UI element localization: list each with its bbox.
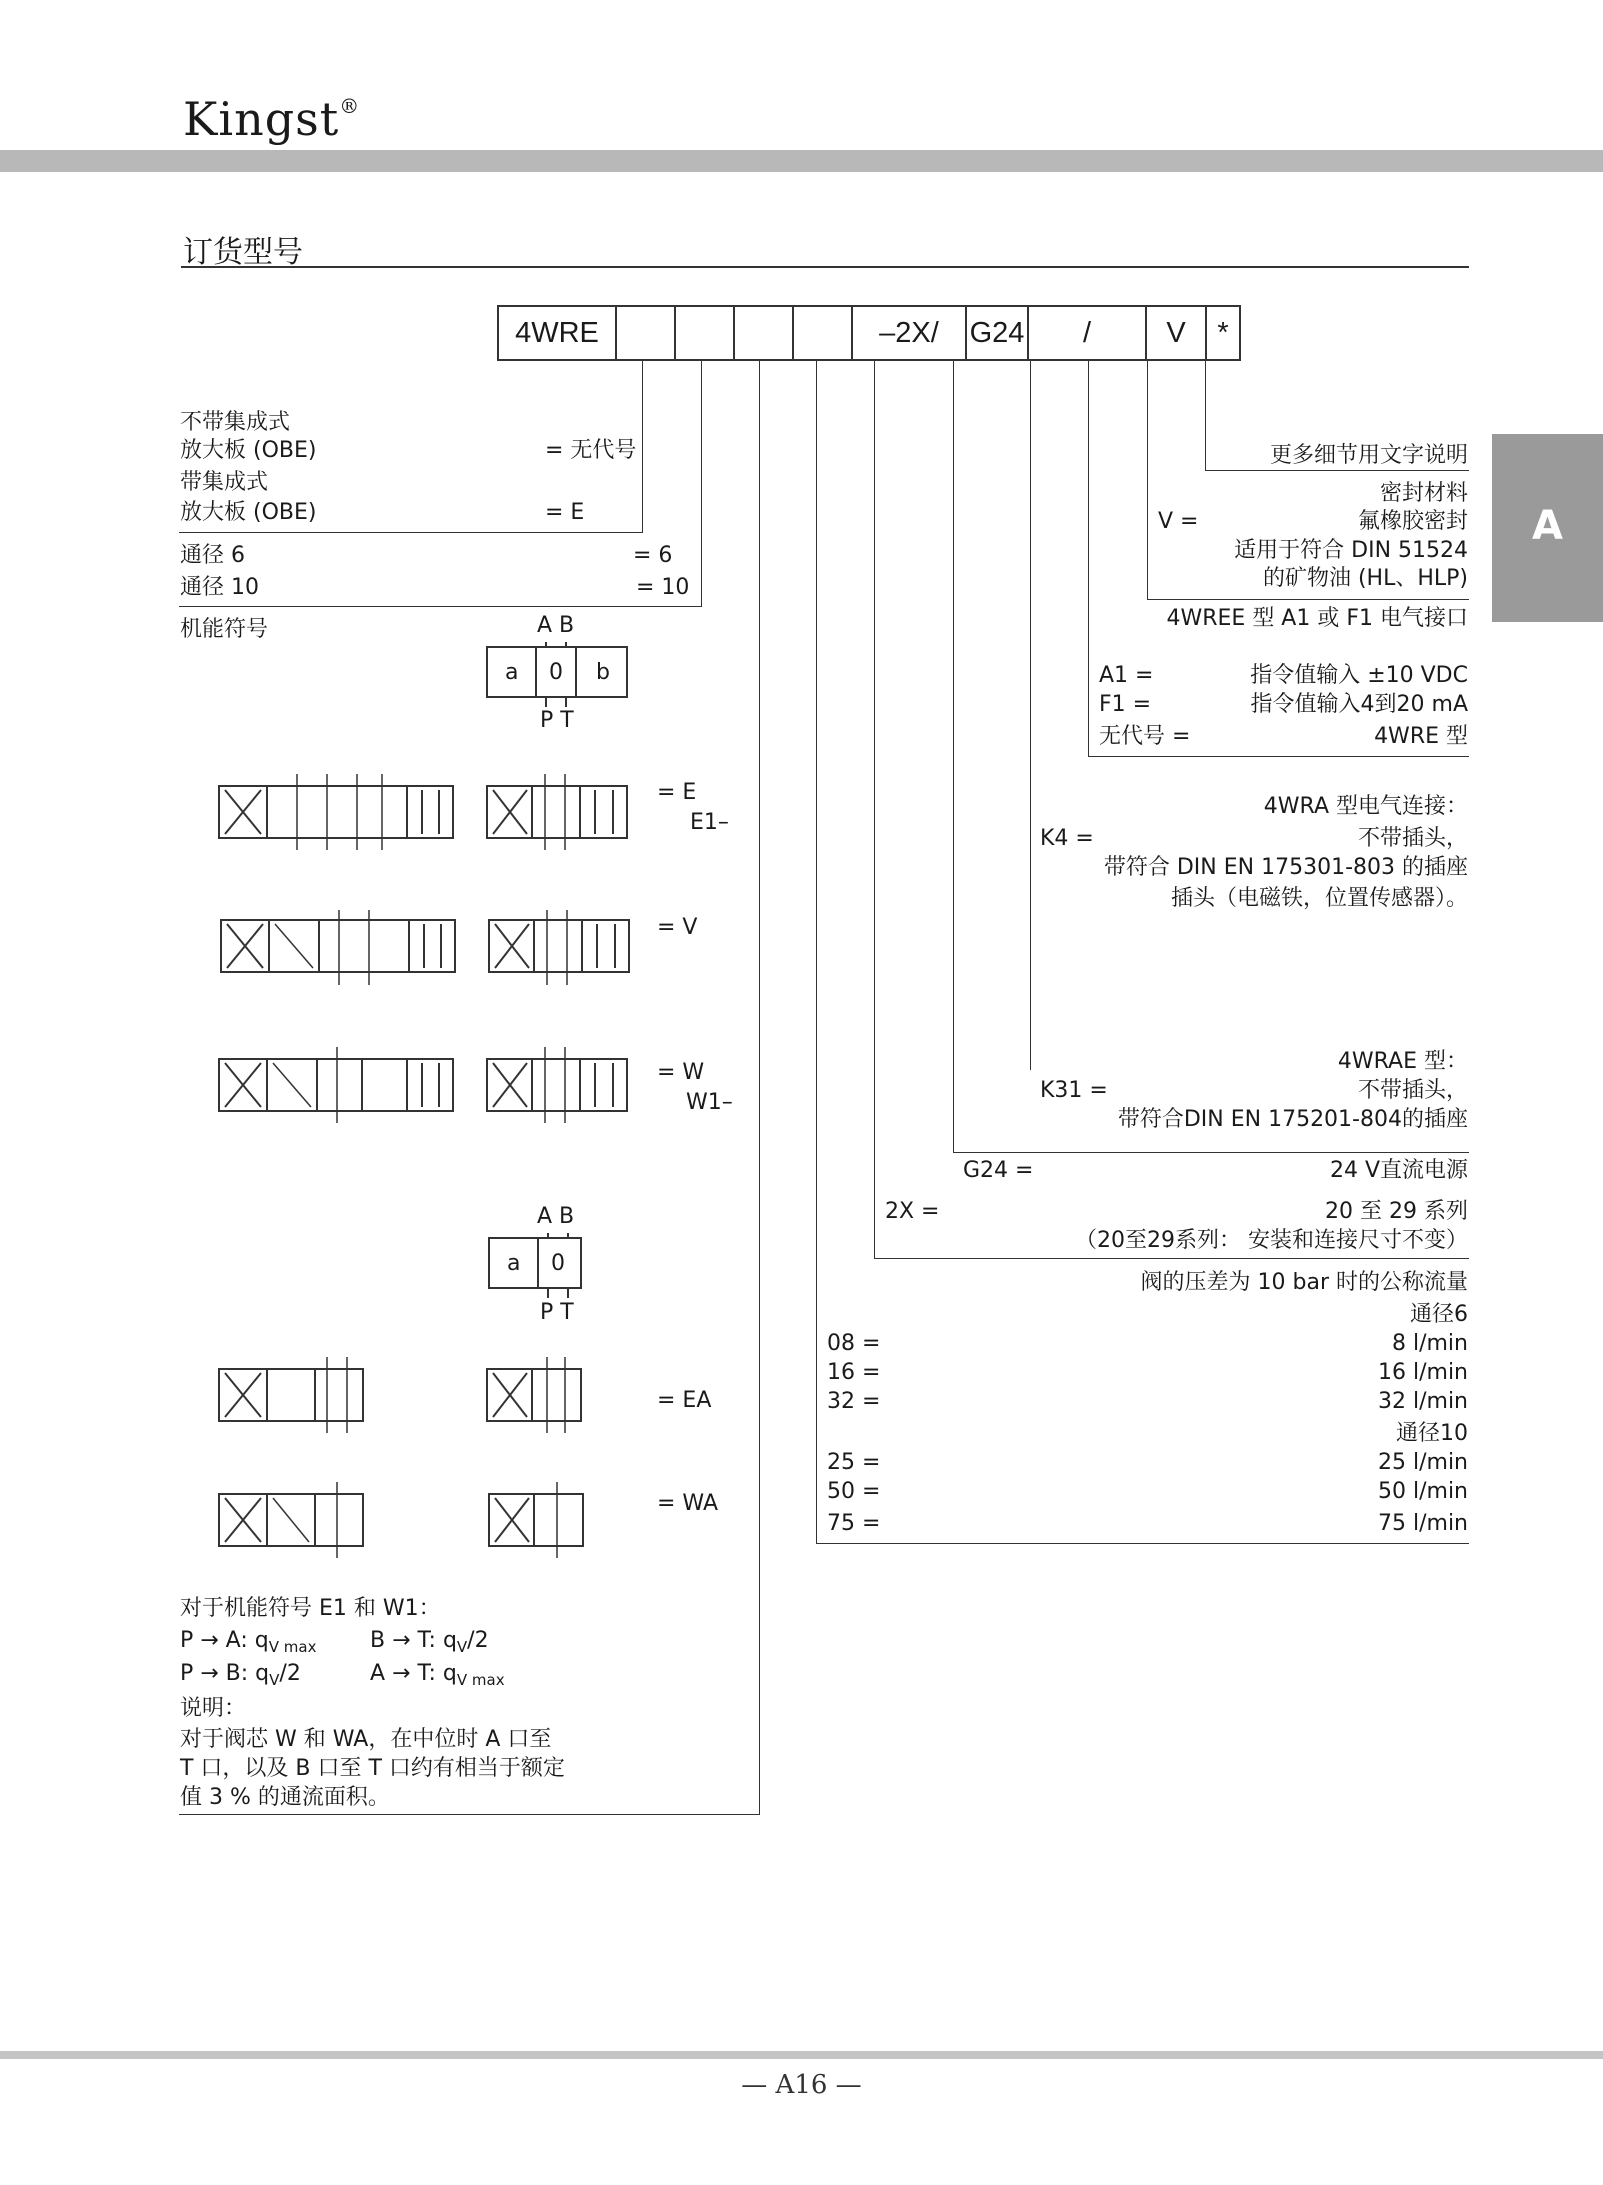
code-cell-symbol (735, 307, 794, 359)
rule-series (874, 1258, 1469, 1259)
note-p-to-b: P → B: $q_V/2$ (180, 1661, 301, 1689)
spool-wa-long-symbol (217, 1480, 367, 1560)
a1-value: 指令值输入 ±10 VDC (1250, 663, 1468, 688)
leader-series (874, 359, 875, 1258)
flow-08-value: 8 l/min (1391, 1331, 1468, 1356)
k4-key: K4 = (1040, 826, 1094, 851)
rule-voltage (953, 1152, 1469, 1153)
flow-32-value: 32 l/min (1378, 1389, 1468, 1414)
g24-value: 24 V直流电源 (1329, 1158, 1468, 1183)
note-b-to-t: B → T: $q_V/2$ (370, 1628, 489, 1656)
spool-e1-label: E1– (690, 810, 729, 835)
series-note: （20至29系列： 安装和连接尺寸不变） (1075, 1228, 1468, 1253)
spool-v-short-symbol (487, 910, 632, 990)
series-value: 20 至 29 系列 (1325, 1199, 1468, 1224)
flow-08-key: 08 = (827, 1331, 881, 1356)
leader-amplifier (642, 359, 643, 532)
pt-port-label: P T (540, 708, 574, 733)
seal-title: 密封材料 (1379, 481, 1468, 506)
spool-wa-label: = WA (657, 1491, 719, 1516)
spool-w-label: = W (657, 1060, 705, 1085)
note-p-to-a: P → A: $q_{V max}$ (180, 1628, 317, 1656)
order-code-box (497, 305, 1241, 361)
none-value: 4WRE 型 (1374, 724, 1468, 749)
spool-e-long-symbol (217, 770, 457, 850)
code-cell-type: 4WRE (499, 307, 617, 359)
ab-port-label: A B (537, 613, 575, 638)
leader-seal (1147, 359, 1148, 599)
code-cell-flow (794, 307, 853, 359)
series-key: 2X = (885, 1199, 940, 1224)
flow-16-value: 16 l/min (1378, 1360, 1468, 1385)
spool-e-label: = E (657, 780, 697, 805)
spool-ea-label: = EA (657, 1388, 712, 1413)
ns6-label: 通径6 (1410, 1302, 1468, 1327)
flow-50-value: 50 l/min (1378, 1479, 1468, 1504)
k31-line1: 不带插头， (1357, 1078, 1468, 1103)
code-cell-seal: V (1147, 307, 1207, 359)
seal-line2: 适用于符合 DIN 51524 (1234, 538, 1468, 563)
flow-16-key: 16 = (827, 1360, 881, 1385)
flow-25-value: 25 l/min (1378, 1450, 1468, 1475)
f1-key: F1 = (1099, 692, 1152, 717)
symbol-box-a0 (488, 1233, 588, 1303)
flow-50-key: 50 = (827, 1479, 881, 1504)
leader-size (701, 359, 702, 606)
f1-value: 指令值输入4到20 mA (1250, 692, 1468, 717)
code-cell-voltage: G24 (967, 307, 1029, 359)
amp-int-line2: 放大板 (OBE) (180, 500, 317, 525)
page-title: 订货型号 (183, 235, 303, 270)
flow-title: 阀的压差为 10 bar 时的公称流量 (1140, 1270, 1468, 1295)
size10-label: 通径 10 (180, 575, 259, 600)
symbols-label: 机能符号 (180, 617, 269, 642)
code-cell-more: * (1217, 317, 1229, 349)
elec-title: 4WREE 型 A1 或 F1 电气接口 (1166, 606, 1468, 631)
k4-line2: 带符合 DIN EN 175301-803 的插座 (1103, 855, 1468, 880)
amp-int-line1: 带集成式 (180, 470, 269, 495)
leader-flow (816, 359, 817, 1543)
spool-w1-label: W1– (686, 1090, 733, 1115)
section-tab: A (1492, 434, 1603, 622)
spool-v-label: = V (657, 915, 698, 940)
leader-symbol (759, 359, 760, 1814)
explain-line1: 对于阀芯 W 和 WA，在中位时 A 口至 (180, 1727, 552, 1752)
box-a-label: a (505, 660, 519, 685)
code-cell-amplifier (617, 307, 676, 359)
box-b-label: b (596, 660, 610, 685)
amp-int-value: = E (545, 500, 585, 525)
wrae-title: 4WRAE 型： (1337, 1049, 1468, 1074)
flow-75-key: 75 = (827, 1511, 881, 1536)
box2-0-label: 0 (551, 1251, 565, 1276)
explain-line2: T 口，以及 B 口至 T 口约有相当于额定 (180, 1756, 565, 1781)
title-rule (181, 266, 1469, 268)
seal-key: V = (1158, 509, 1199, 534)
flow-75-value: 75 l/min (1378, 1511, 1468, 1536)
code-cell-size (676, 307, 735, 359)
code-cell-series: –2X/ (853, 307, 967, 359)
brand-logo: Kingst® (183, 92, 361, 146)
leader-voltage (953, 359, 954, 1152)
k31-key: K31 = (1040, 1078, 1108, 1103)
spool-w-long-symbol (217, 1045, 457, 1125)
flow-25-key: 25 = (827, 1450, 881, 1475)
page-number: — A16 — (741, 2070, 862, 2100)
k4-line3: 插头（电磁铁，位置传感器）。 (1170, 886, 1468, 911)
spool-wa-short-symbol (487, 1480, 587, 1560)
pt-port-label-2: P T (540, 1300, 574, 1325)
code-cell-connection: / (1029, 307, 1147, 359)
leader-more (1205, 359, 1206, 470)
note-a-to-t: A → T: $q_{V max}$ (370, 1661, 505, 1689)
footer-bar (0, 2051, 1603, 2059)
spool-e-short-symbol (485, 770, 630, 850)
rule-size (179, 606, 702, 607)
more-details: 更多细节用文字说明 (1269, 443, 1468, 468)
header-bar (0, 150, 1603, 172)
ns10-label: 通径10 (1396, 1421, 1468, 1446)
spool-w-short-symbol (485, 1045, 630, 1125)
amp-none-value: = 无代号 (545, 438, 637, 463)
rule-more (1205, 470, 1469, 471)
ab-port-label-2: A B (537, 1204, 575, 1229)
g24-key: G24 = (963, 1158, 1034, 1183)
flow-32-key: 32 = (827, 1389, 881, 1414)
size10-value: = 10 (636, 575, 690, 600)
rule-elec (1088, 756, 1469, 757)
rule-seal (1147, 599, 1469, 600)
amp-none-line1: 不带集成式 (180, 410, 291, 435)
size6-label: 通径 6 (180, 543, 245, 568)
rule-flow (816, 1543, 1469, 1544)
rule-amplifier (179, 532, 643, 533)
none-key: 无代号 = (1099, 724, 1191, 749)
explain-title: 说明： (180, 1696, 247, 1721)
leader-k31 (1030, 359, 1031, 1070)
seal-line3: 的矿物油 (HL、HLP) (1262, 566, 1468, 591)
explain-line3: 值 3 % 的通流面积。 (180, 1785, 390, 1810)
box-0-label: 0 (549, 660, 563, 685)
spool-ea-short-symbol (485, 1355, 585, 1435)
k4-line1: 不带插头， (1357, 826, 1468, 851)
size6-value: = 6 (633, 543, 673, 568)
seal-line1: 氟橡胶密封 (1357, 509, 1468, 534)
a1-key: A1 = (1099, 663, 1154, 688)
spool-v-long-symbol (219, 910, 459, 990)
rule-symbol (179, 1814, 760, 1815)
leader-elec (1088, 359, 1089, 756)
k31-line2: 带符合DIN EN 175201-804的插座 (1117, 1107, 1468, 1132)
box2-a-label: a (507, 1251, 521, 1276)
wra-title: 4WRA 型电气连接： (1263, 794, 1468, 819)
amp-none-line2: 放大板 (OBE) (180, 438, 317, 463)
spool-ea-long-symbol (217, 1355, 367, 1435)
note-title: 对于机能符号 E1 和 W1： (180, 1596, 441, 1621)
